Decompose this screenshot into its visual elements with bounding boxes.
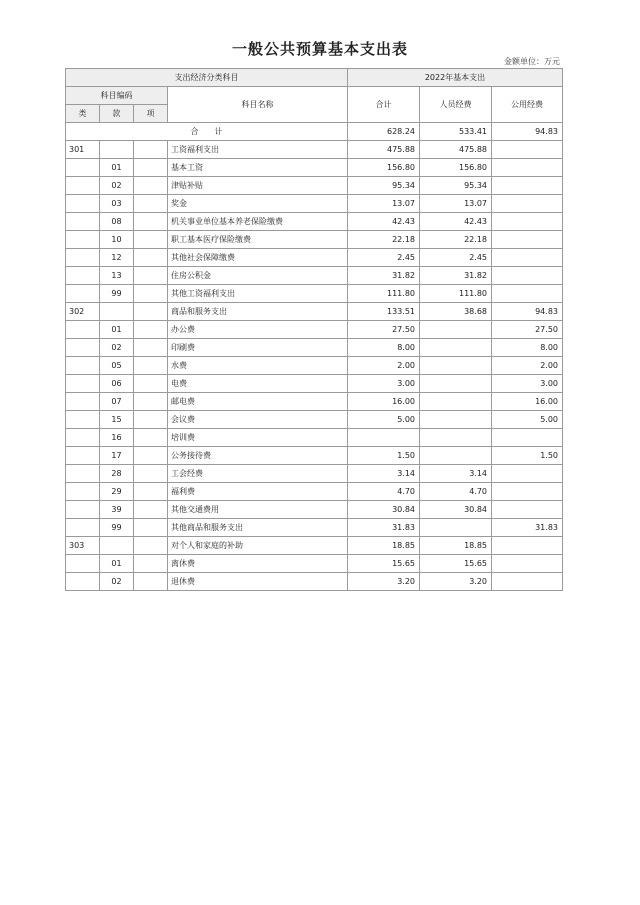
cell-personnel: [420, 429, 492, 447]
cell-total: 27.50: [348, 321, 420, 339]
cell-lei: [66, 375, 100, 393]
cell-kuan: 12: [100, 249, 134, 267]
cell-item-name: 其他社会保障缴费: [168, 249, 348, 267]
header-lei: 类: [66, 105, 100, 123]
cell-personnel: 15.65: [420, 555, 492, 573]
cell-lei: [66, 249, 100, 267]
total-personnel: 533.41: [420, 123, 492, 141]
cell-public: [492, 537, 563, 555]
cell-lei: 302: [66, 303, 100, 321]
cell-kuan: 01: [100, 321, 134, 339]
cell-kuan: 10: [100, 231, 134, 249]
cell-personnel: 38.68: [420, 303, 492, 321]
cell-personnel: [420, 357, 492, 375]
table-row: [66, 501, 563, 519]
cell-public: [492, 177, 563, 195]
cell-public: 5.00: [492, 411, 563, 429]
cell-xiang: [134, 213, 168, 231]
cell-lei: [66, 465, 100, 483]
table-row: [66, 285, 563, 303]
cell-kuan: 39: [100, 501, 134, 519]
table-row: [66, 465, 563, 483]
table-row: [66, 213, 563, 231]
cell-total: 2.45: [348, 249, 420, 267]
header-economic-category: 支出经济分类科目: [66, 69, 348, 87]
cell-personnel: 3.14: [420, 465, 492, 483]
cell-public: 16.00: [492, 393, 563, 411]
cell-lei: [66, 483, 100, 501]
cell-public: [492, 285, 563, 303]
cell-xiang: [134, 267, 168, 285]
cell-personnel: 42.43: [420, 213, 492, 231]
cell-xiang: [134, 411, 168, 429]
cell-public: [492, 573, 563, 591]
cell-personnel: 156.80: [420, 159, 492, 177]
cell-lei: [66, 429, 100, 447]
cell-public: [492, 213, 563, 231]
header-public: 公用经费: [492, 87, 563, 123]
cell-total: 1.50: [348, 447, 420, 465]
cell-xiang: [134, 339, 168, 357]
cell-kuan: 01: [100, 555, 134, 573]
table-row: [66, 555, 563, 573]
cell-kuan: [100, 303, 134, 321]
cell-total: 156.80: [348, 159, 420, 177]
cell-xiang: [134, 573, 168, 591]
cell-lei: [66, 573, 100, 591]
cell-total: 16.00: [348, 393, 420, 411]
cell-total: 2.00: [348, 357, 420, 375]
header-personnel: 人员经费: [420, 87, 492, 123]
cell-total: 22.18: [348, 231, 420, 249]
cell-personnel: [420, 339, 492, 357]
cell-lei: 303: [66, 537, 100, 555]
header-xiang: 项: [134, 105, 168, 123]
cell-total: 15.65: [348, 555, 420, 573]
cell-public: 1.50: [492, 447, 563, 465]
cell-xiang: [134, 177, 168, 195]
table-row: [66, 411, 563, 429]
cell-total: 475.88: [348, 141, 420, 159]
cell-kuan: [100, 537, 134, 555]
cell-kuan: 02: [100, 177, 134, 195]
cell-total: 95.34: [348, 177, 420, 195]
table-row: [66, 141, 563, 159]
cell-lei: [66, 177, 100, 195]
cell-public: 94.83: [492, 303, 563, 321]
cell-item-name: 离休费: [168, 555, 348, 573]
cell-personnel: [420, 519, 492, 537]
cell-total: 111.80: [348, 285, 420, 303]
cell-xiang: [134, 465, 168, 483]
cell-personnel: 13.07: [420, 195, 492, 213]
cell-public: [492, 159, 563, 177]
cell-lei: 301: [66, 141, 100, 159]
cell-personnel: [420, 375, 492, 393]
cell-item-name: 商品和服务支出: [168, 303, 348, 321]
cell-item-name: 津贴补贴: [168, 177, 348, 195]
cell-personnel: [420, 411, 492, 429]
cell-xiang: [134, 483, 168, 501]
cell-public: [492, 267, 563, 285]
cell-lei: [66, 519, 100, 537]
cell-item-name: 奖金: [168, 195, 348, 213]
cell-lei: [66, 267, 100, 285]
cell-personnel: 18.85: [420, 537, 492, 555]
cell-xiang: [134, 249, 168, 267]
cell-item-name: 其他商品和服务支出: [168, 519, 348, 537]
table-row: [66, 321, 563, 339]
cell-xiang: [134, 231, 168, 249]
total-public: 94.83: [492, 123, 563, 141]
total-total: 628.24: [348, 123, 420, 141]
cell-xiang: [134, 447, 168, 465]
cell-lei: [66, 393, 100, 411]
cell-item-name: 基本工资: [168, 159, 348, 177]
cell-xiang: [134, 375, 168, 393]
cell-total: 18.85: [348, 537, 420, 555]
cell-public: 31.83: [492, 519, 563, 537]
cell-total: 5.00: [348, 411, 420, 429]
cell-xiang: [134, 537, 168, 555]
cell-public: [492, 249, 563, 267]
cell-lei: [66, 501, 100, 519]
cell-item-name: 工会经费: [168, 465, 348, 483]
cell-item-name: 会议费: [168, 411, 348, 429]
table-row: [66, 357, 563, 375]
unit-label: 金额单位：万元: [504, 57, 560, 66]
cell-item-name: 其他工资福利支出: [168, 285, 348, 303]
cell-kuan: 16: [100, 429, 134, 447]
cell-xiang: [134, 321, 168, 339]
table-row: [66, 429, 563, 447]
cell-personnel: 30.84: [420, 501, 492, 519]
cell-item-name: 培训费: [168, 429, 348, 447]
header-item-name: 科目名称: [168, 87, 348, 123]
cell-lei: [66, 411, 100, 429]
cell-total: 42.43: [348, 213, 420, 231]
cell-xiang: [134, 285, 168, 303]
cell-personnel: [420, 321, 492, 339]
cell-item-name: 邮电费: [168, 393, 348, 411]
cell-item-name: 职工基本医疗保险缴费: [168, 231, 348, 249]
cell-public: [492, 141, 563, 159]
header-basic-expenditure-2022: 2022年基本支出: [348, 69, 563, 87]
table-row: [66, 267, 563, 285]
cell-public: 3.00: [492, 375, 563, 393]
table-row: [66, 537, 563, 555]
cell-public: [492, 501, 563, 519]
table-row: [66, 375, 563, 393]
cell-personnel: 22.18: [420, 231, 492, 249]
cell-kuan: 15: [100, 411, 134, 429]
cell-xiang: [134, 303, 168, 321]
cell-personnel: 31.82: [420, 267, 492, 285]
cell-kuan: 02: [100, 573, 134, 591]
cell-personnel: 2.45: [420, 249, 492, 267]
cell-xiang: [134, 195, 168, 213]
cell-public: [492, 195, 563, 213]
cell-item-name: 退休费: [168, 573, 348, 591]
cell-public: [492, 231, 563, 249]
cell-xiang: [134, 519, 168, 537]
cell-kuan: 28: [100, 465, 134, 483]
header-kuan: 款: [100, 105, 134, 123]
table-row: [66, 339, 563, 357]
cell-kuan: 99: [100, 285, 134, 303]
table-row: [66, 483, 563, 501]
cell-lei: [66, 339, 100, 357]
cell-personnel: [420, 393, 492, 411]
cell-xiang: [134, 357, 168, 375]
table-row: [66, 159, 563, 177]
cell-kuan: 01: [100, 159, 134, 177]
cell-total: 3.20: [348, 573, 420, 591]
cell-personnel: [420, 447, 492, 465]
cell-lei: [66, 447, 100, 465]
cell-kuan: [100, 141, 134, 159]
cell-kuan: 03: [100, 195, 134, 213]
cell-lei: [66, 213, 100, 231]
total-label: 合 计: [66, 123, 348, 141]
cell-total: 31.83: [348, 519, 420, 537]
cell-total: 3.00: [348, 375, 420, 393]
cell-xiang: [134, 429, 168, 447]
cell-public: [492, 465, 563, 483]
table-row: [66, 519, 563, 537]
cell-kuan: 13: [100, 267, 134, 285]
cell-kuan: 05: [100, 357, 134, 375]
cell-lei: [66, 231, 100, 249]
page-title: 一般公共预算基本支出表: [231, 40, 408, 58]
table-row: [66, 231, 563, 249]
cell-item-name: 福利费: [168, 483, 348, 501]
table-row: [66, 249, 563, 267]
cell-lei: [66, 195, 100, 213]
cell-item-name: 办公费: [168, 321, 348, 339]
cell-total: 30.84: [348, 501, 420, 519]
header-code-group: 科目编码: [66, 87, 168, 105]
cell-personnel: 111.80: [420, 285, 492, 303]
cell-kuan: 08: [100, 213, 134, 231]
cell-item-name: 其他交通费用: [168, 501, 348, 519]
cell-kuan: 02: [100, 339, 134, 357]
cell-item-name: 对个人和家庭的补助: [168, 537, 348, 555]
cell-total: 3.14: [348, 465, 420, 483]
cell-item-name: 机关事业单位基本养老保险缴费: [168, 213, 348, 231]
cell-item-name: 水费: [168, 357, 348, 375]
cell-public: [492, 483, 563, 501]
cell-public: 2.00: [492, 357, 563, 375]
cell-public: [492, 555, 563, 573]
cell-kuan: 17: [100, 447, 134, 465]
cell-personnel: 475.88: [420, 141, 492, 159]
cell-total: 133.51: [348, 303, 420, 321]
cell-personnel: 4.70: [420, 483, 492, 501]
cell-item-name: 电费: [168, 375, 348, 393]
cell-personnel: 95.34: [420, 177, 492, 195]
cell-item-name: 住房公积金: [168, 267, 348, 285]
cell-kuan: 99: [100, 519, 134, 537]
cell-public: 8.00: [492, 339, 563, 357]
cell-public: [492, 429, 563, 447]
cell-total: 8.00: [348, 339, 420, 357]
cell-lei: [66, 555, 100, 573]
cell-xiang: [134, 501, 168, 519]
cell-xiang: [134, 393, 168, 411]
cell-item-name: 公务接待费: [168, 447, 348, 465]
cell-kuan: 06: [100, 375, 134, 393]
cell-lei: [66, 357, 100, 375]
table-row: [66, 393, 563, 411]
cell-lei: [66, 321, 100, 339]
cell-total: 31.82: [348, 267, 420, 285]
table-row: [66, 303, 563, 321]
cell-item-name: 工资福利支出: [168, 141, 348, 159]
cell-public: 27.50: [492, 321, 563, 339]
total-row: [66, 123, 563, 141]
cell-total: 13.07: [348, 195, 420, 213]
cell-lei: [66, 159, 100, 177]
cell-total: 4.70: [348, 483, 420, 501]
table-row: [66, 573, 563, 591]
cell-kuan: 07: [100, 393, 134, 411]
budget-table: [65, 68, 563, 591]
table-row: [66, 177, 563, 195]
cell-xiang: [134, 555, 168, 573]
cell-kuan: 29: [100, 483, 134, 501]
cell-total: [348, 429, 420, 447]
cell-xiang: [134, 141, 168, 159]
cell-item-name: 印刷费: [168, 339, 348, 357]
cell-personnel: 3.20: [420, 573, 492, 591]
table-row: [66, 195, 563, 213]
table-row: [66, 447, 563, 465]
header-total: 合计: [348, 87, 420, 123]
cell-lei: [66, 285, 100, 303]
cell-xiang: [134, 159, 168, 177]
